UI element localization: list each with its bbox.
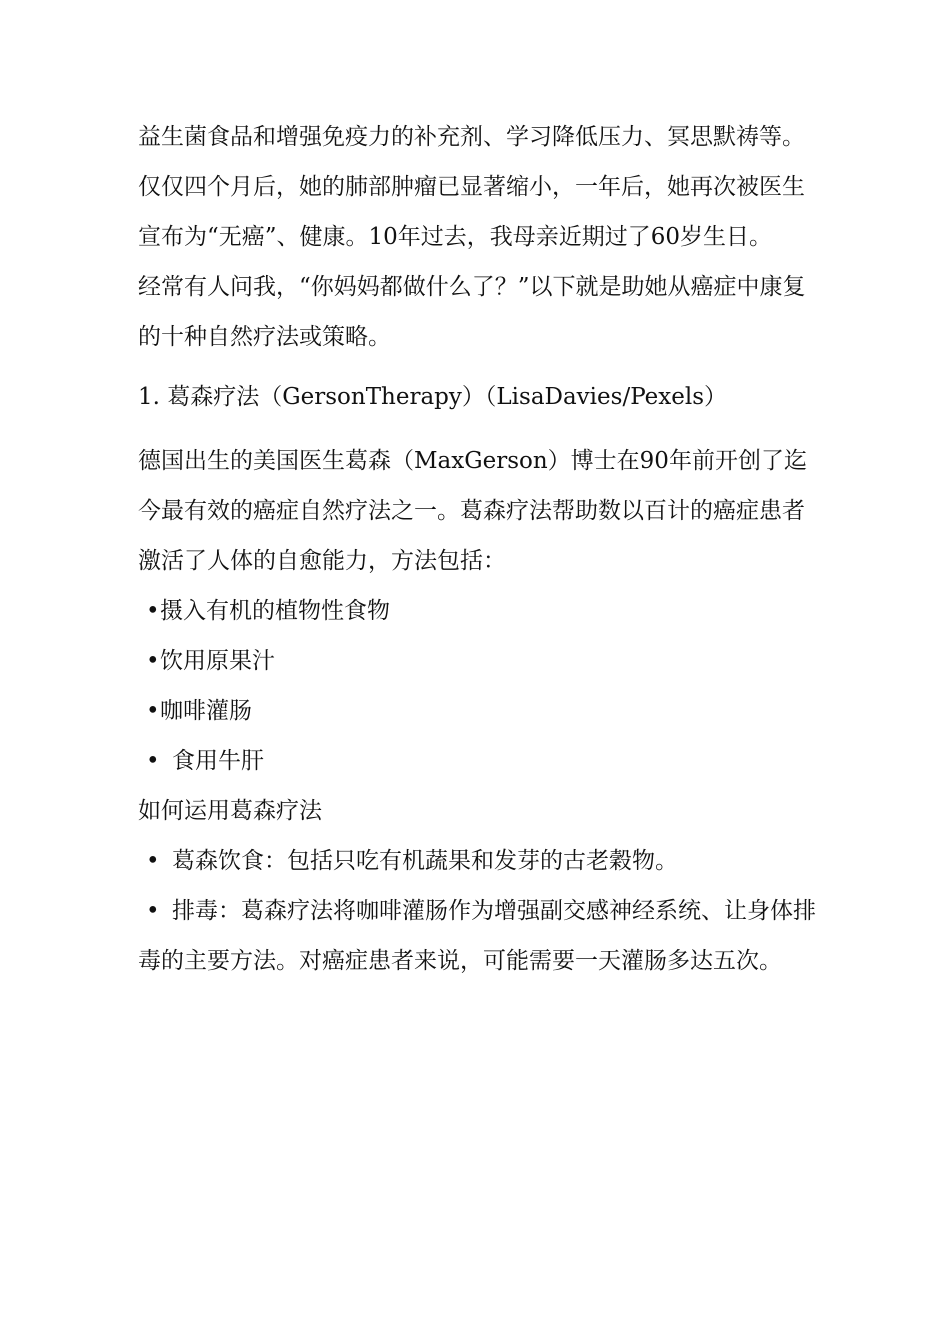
list-item: • 食用牛肝: [138, 736, 818, 786]
subheading-how-to: 如何运用葛森疗法: [138, 798, 322, 824]
bullet-icon: •: [146, 698, 160, 724]
bullet-icon: •: [146, 748, 160, 774]
paragraph-question: 经常有人问我，“你妈妈都做什么了？”以下就是助她从癌症中康复的十种自然疗法或策略。: [138, 274, 806, 350]
bullet-icon: •: [146, 648, 160, 674]
section-heading-gerson: 1. 葛森疗法（GersonTherapy）（LisaDavies/Pexels）: [138, 384, 727, 410]
list-item: •饮用原果汁: [138, 636, 818, 686]
paragraph-intro: 益生菌食品和增强免疫力的补充剂、学习降低压力、冥思默祷等。仅仅四个月后，她的肺部肿瘤已显著缩小，一年后，她再次被医生宣布为“无癌”、健康。10年过去，我母亲近期过了60岁生日。: [138, 124, 805, 250]
list-item: • 葛森饮食：包括只吃有机蔬果和发芽的古老穀物。: [138, 836, 818, 886]
list-item: • 排毒：葛森疗法将咖啡灌肠作为增强副交感神经系统、让身体排毒的主要方法。对癌症患者来说，可能需要一天灌肠多达五次。: [138, 886, 818, 986]
bullet-icon: •: [146, 598, 160, 624]
paragraph-gerson-description: 德国出生的美国医生葛森（MaxGerson）博士在90年前开创了迄今最有效的癌症自然疗法之一。葛森疗法帮助数以百计的癌症患者激活了人体的自愈能力，方法包括：: [138, 448, 807, 574]
bullet-icon: •: [146, 898, 160, 924]
document-body: [138, 112, 818, 986]
list-item: •摄入有机的植物性食物: [138, 586, 818, 636]
bullet-icon: •: [146, 848, 160, 874]
list-item: •咖啡灌肠: [138, 686, 818, 736]
